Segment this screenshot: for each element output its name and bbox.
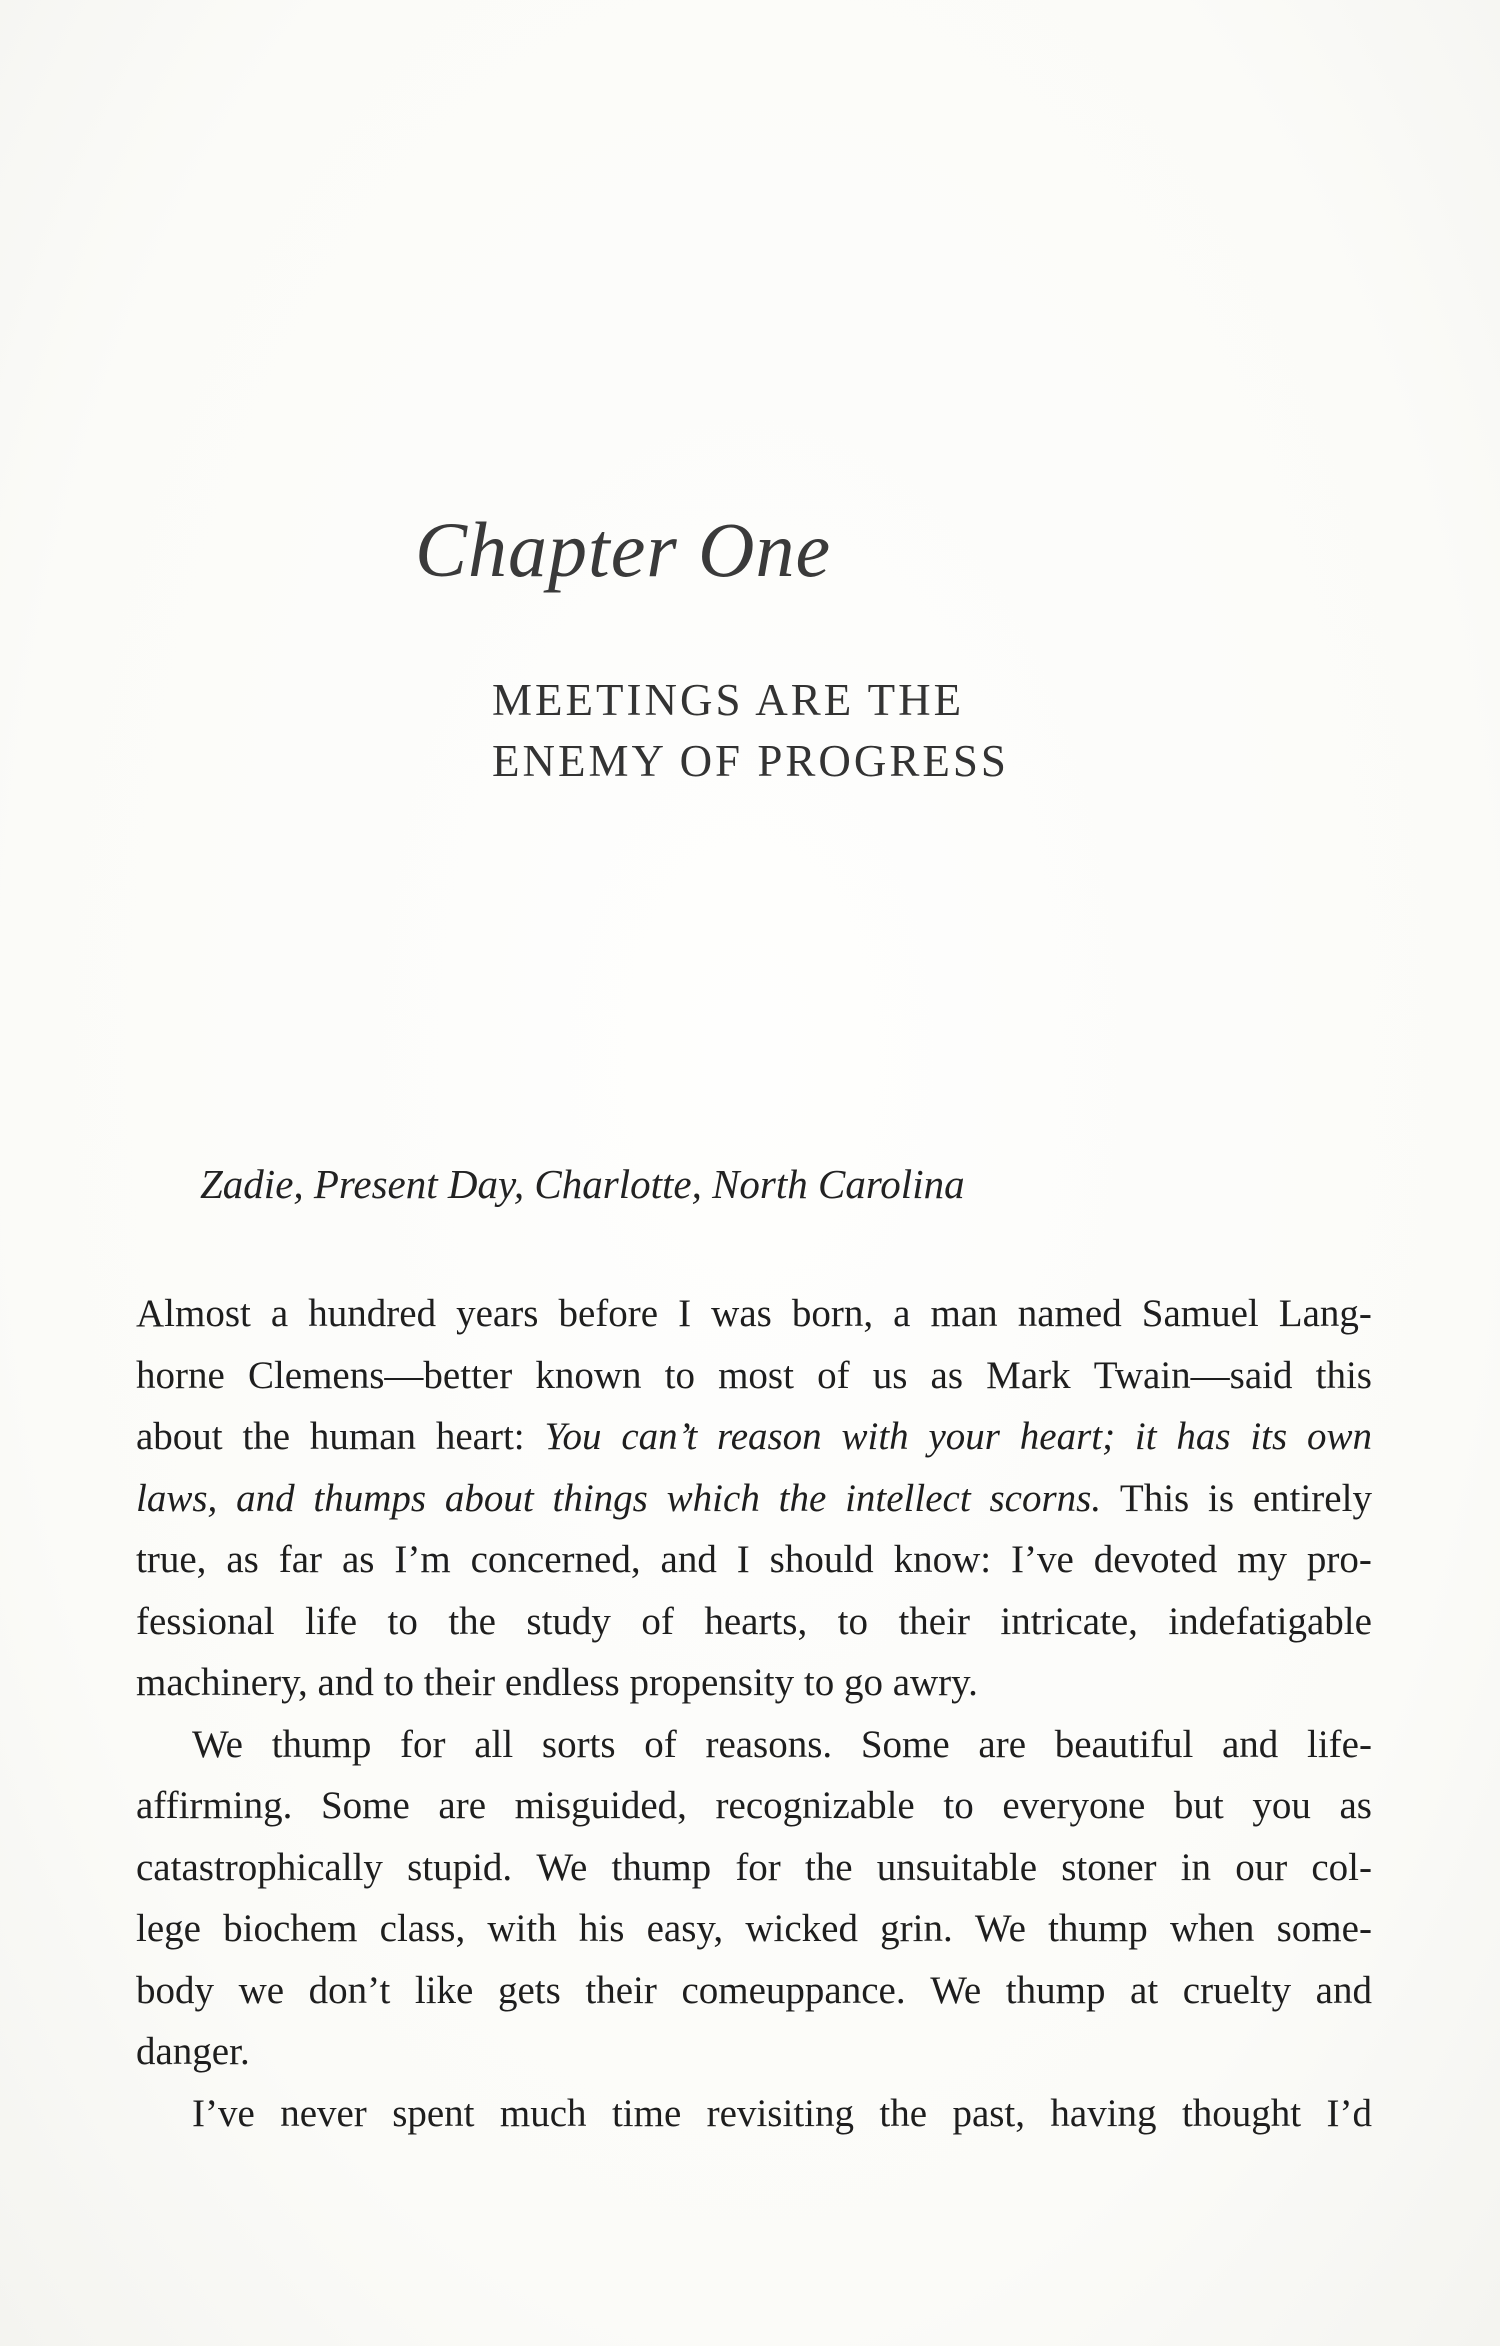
word: some- (1276, 1907, 1372, 1950)
word: thumps (313, 1476, 427, 1520)
word: man (930, 1292, 998, 1335)
word: we (238, 1968, 285, 2012)
text-line (136, 1960, 1372, 2022)
text-line (136, 1837, 1372, 1899)
word: you (1252, 1784, 1311, 1827)
word: as (226, 1538, 259, 1581)
word: This (1119, 1476, 1190, 1520)
word: it (1134, 1415, 1157, 1458)
word: his (578, 1907, 625, 1950)
word: know: (893, 1538, 992, 1581)
chapter-subtitle-line-1: MEETINGS ARE THE (492, 675, 965, 725)
word: You (544, 1415, 602, 1458)
word: reasons. (705, 1722, 833, 1766)
word: most (718, 1353, 794, 1397)
word: our (1235, 1845, 1288, 1889)
word: can’t (621, 1415, 698, 1458)
word: at (1130, 1968, 1159, 2012)
word: scorns. (989, 1476, 1102, 1520)
word: of (641, 1599, 674, 1643)
word: are (438, 1784, 487, 1827)
word: was (711, 1292, 772, 1335)
word: life (305, 1599, 358, 1643)
word: don’t (308, 1968, 391, 2012)
word: Mark (986, 1353, 1071, 1397)
line-text: machinery, and to their endless propensity to go awry. (136, 1661, 978, 1704)
word: indefatigable (1168, 1599, 1372, 1643)
word: I’ve (1011, 1538, 1074, 1581)
word: horne (136, 1353, 225, 1397)
word: and (1315, 1968, 1372, 2012)
word: entirely (1252, 1476, 1372, 1520)
word: thought (1181, 2091, 1302, 2135)
word: affirming. (136, 1784, 293, 1827)
word: to (837, 1599, 869, 1643)
word: We (974, 1907, 1026, 1950)
word: your (928, 1415, 1000, 1458)
word: easy, (646, 1907, 724, 1950)
word: are (978, 1722, 1026, 1766)
chapter-subtitle-line-2: ENEMY OF PROGRESS (492, 736, 1009, 786)
word: years (456, 1292, 539, 1335)
word: Almost (136, 1292, 251, 1335)
word: before (558, 1292, 659, 1335)
word: I’ve (192, 2091, 255, 2135)
word: known (535, 1353, 642, 1397)
word: thump (271, 1722, 372, 1766)
word: its (1250, 1415, 1288, 1458)
word: stupid. (407, 1845, 513, 1889)
text-line (136, 1283, 1372, 1345)
word: reason (716, 1415, 822, 1458)
word: the (448, 1599, 496, 1643)
word: catastrophically (136, 1845, 383, 1889)
word: when (1169, 1907, 1255, 1950)
word: for (735, 1845, 781, 1889)
word: to (664, 1353, 695, 1397)
word: in (1180, 1845, 1212, 1889)
line-text: danger. (136, 2030, 250, 2073)
word: and (1222, 1722, 1279, 1766)
word: having (1050, 2091, 1157, 2135)
word: biochem (223, 1907, 358, 1950)
word: revisiting (706, 2091, 854, 2135)
word: misguided, (514, 1784, 687, 1827)
word: thump (1048, 1907, 1148, 1950)
word: should (769, 1538, 874, 1581)
word: time (611, 2091, 682, 2135)
word: their (898, 1599, 970, 1643)
word: cruelty (1182, 1968, 1292, 2012)
word: thump (611, 1845, 712, 1889)
word: to (387, 1599, 418, 1643)
text-line (136, 1406, 1372, 1468)
word: I (678, 1292, 692, 1335)
word: own (1306, 1415, 1372, 1458)
word: all (474, 1722, 514, 1766)
word: everyone (1002, 1784, 1146, 1827)
text-line (136, 1775, 1372, 1837)
word: wicked (745, 1907, 858, 1950)
word: Twain—said (1093, 1353, 1293, 1397)
word: for (400, 1722, 446, 1766)
word: which (666, 1476, 760, 1520)
text-line (136, 1898, 1372, 1960)
word: to (943, 1784, 974, 1827)
word: life- (1307, 1722, 1372, 1766)
word: devoted (1093, 1538, 1218, 1581)
word: Samuel (1141, 1292, 1259, 1335)
word: beautiful (1054, 1722, 1194, 1766)
word: Some (320, 1784, 410, 1827)
word: We (192, 1722, 243, 1766)
word: the (879, 2091, 928, 2135)
word: class, (379, 1907, 466, 1950)
word: the (778, 1476, 827, 1520)
word: of (817, 1353, 850, 1397)
word: concerned, (470, 1538, 641, 1581)
word: far (278, 1538, 323, 1581)
text-line (136, 1652, 1372, 1714)
word: lege (136, 1907, 201, 1950)
word: heart; (1019, 1415, 1116, 1458)
text-line (136, 2083, 1372, 2145)
word: born, (791, 1292, 874, 1335)
word: about (444, 1476, 534, 1520)
word: grin. (880, 1907, 953, 1950)
word: named (1017, 1292, 1122, 1335)
word: past, (952, 2091, 1026, 2135)
word: true, (136, 1538, 207, 1581)
word: has (1176, 1415, 1231, 1458)
dateline: Zadie, Present Day, Charlotte, North Carolina (200, 1161, 965, 1207)
text-line (136, 1529, 1372, 1591)
word: about (136, 1415, 223, 1458)
word: stoner (1061, 1845, 1157, 1889)
word: gets (497, 1968, 561, 2012)
word: a (893, 1292, 911, 1335)
word: We (930, 1968, 982, 2012)
word: hearts, (704, 1599, 808, 1643)
word: as (1339, 1784, 1372, 1827)
word: us (872, 1353, 908, 1397)
word: is (1208, 1476, 1235, 1520)
word: I’m (394, 1538, 451, 1581)
text-line (136, 1345, 1372, 1407)
chapter-title: Chapter One (415, 506, 832, 593)
word: spent (392, 2091, 475, 2135)
text-line (136, 1714, 1372, 1776)
word: pro- (1306, 1538, 1372, 1581)
word: comeuppance. (681, 1968, 906, 2012)
word: and (236, 1476, 295, 1520)
word: Clemens—better (247, 1353, 513, 1397)
word: We (536, 1845, 588, 1889)
chapter-subtitle (492, 670, 1009, 792)
word: this (1315, 1353, 1372, 1397)
word: as (930, 1353, 964, 1397)
word: I (736, 1538, 750, 1581)
word: I’d (1326, 2091, 1372, 2135)
word: never (280, 2091, 367, 2135)
word: and (660, 1538, 717, 1581)
word: things (552, 1476, 648, 1520)
word: col- (1311, 1845, 1372, 1889)
word: Lang- (1278, 1292, 1372, 1335)
body-text (136, 1283, 1372, 2144)
word: study (526, 1599, 611, 1643)
word: the (242, 1415, 291, 1458)
word: my (1237, 1538, 1287, 1581)
word: body (136, 1968, 214, 2012)
word: a (270, 1292, 289, 1335)
word: their (585, 1968, 657, 2012)
text-line (136, 1591, 1372, 1653)
word: recognizable (715, 1784, 915, 1827)
word: intellect (845, 1476, 971, 1520)
word: with (487, 1907, 557, 1950)
word: like (414, 1968, 474, 2012)
word: hundred (308, 1292, 437, 1335)
word: of (644, 1722, 677, 1766)
word: thump (1005, 1968, 1106, 2012)
word: as (341, 1538, 375, 1581)
word: heart: (435, 1415, 525, 1458)
word: the (804, 1845, 853, 1889)
word: fessional (136, 1599, 275, 1643)
word: human (309, 1415, 417, 1458)
word: sorts (541, 1722, 616, 1766)
word: laws, (136, 1476, 218, 1520)
word: intricate, (1000, 1599, 1138, 1643)
word: Some (860, 1722, 950, 1766)
word: with (841, 1415, 909, 1458)
word: unsuitable (876, 1845, 1038, 1889)
text-line (136, 1468, 1372, 1530)
word: but (1173, 1784, 1224, 1827)
word: much (499, 2091, 587, 2135)
text-line (136, 2021, 1372, 2083)
